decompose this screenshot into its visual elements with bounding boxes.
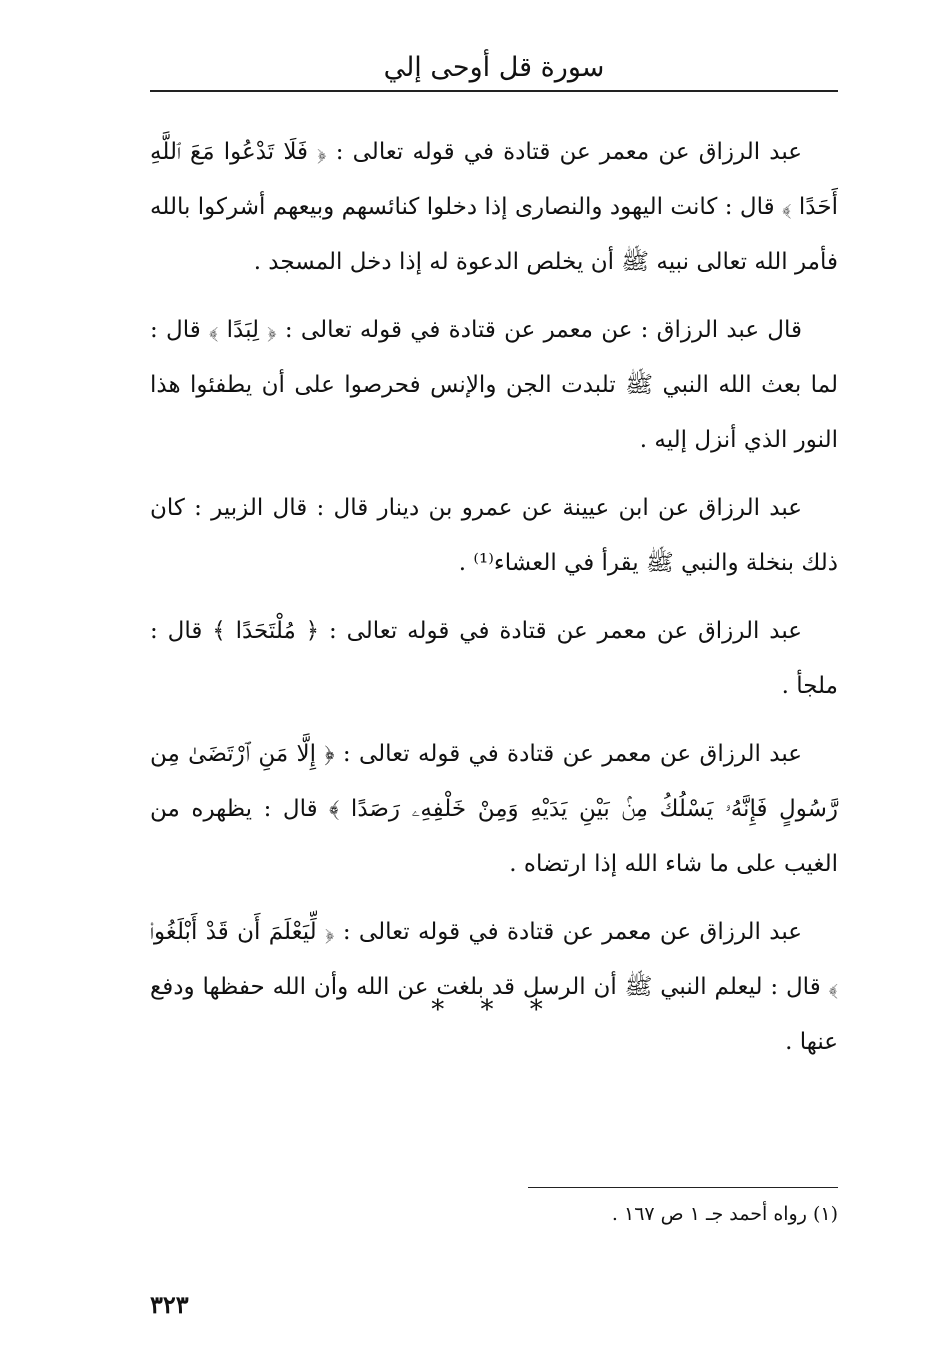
- paragraph-4: عبد الرزاق عن معمر عن قتادة في قوله تعالى : ﴿ مُلْتَحَدًا ﴾ قال : ملجأ .: [150, 618, 838, 699]
- paragraph-6: عبد الرزاق عن معمر عن قتادة في قوله تعالى : ﴿ لِّيَعْلَمَ أَن قَدْ أَبْلَغُوا۟ ﴾ قال : ليعلم النبي ﷺ أن الرسل قد بلغت عن الله وأن الله حفظها ودفع عنها .: [150, 919, 838, 1055]
- paragraph-2: قال عبد الرزاق : عن معمر عن قتادة في قوله تعالى : ﴿ لِبَدًا ﴾ قال : لما بعث الله النبي ﷺ تلبدت الجن والإنس فحرصوا على أن يطفئوا هذا النور الذي أنزل إليه .: [150, 317, 838, 453]
- section-separator: * * *: [431, 995, 557, 1025]
- header-divider: [150, 90, 838, 92]
- page-header-title: سورة قل أوحى إلي: [383, 52, 605, 83]
- page-body: [150, 125, 838, 1083]
- paragraph-1: عبد الرزاق عن معمر عن قتادة في قوله تعالى : ﴿ فَلَا تَدْعُوا مَعَ ٱللَّهِ أَحَدًا ﴾ قال : كانت اليهود والنصارى إذا دخلوا كنائسهم وبيعهم أشركوا بالله فأمر الله تعالى نبيه ﷺ أن يخلص الدعوة له إذا دخل المسجد .: [150, 139, 838, 275]
- page-number: ٣٢٣: [150, 1290, 189, 1319]
- paragraph-3: عبد الرزاق عن ابن عيينة عن عمرو بن دينار قال : قال الزبير : كان ذلك بنخلة والنبي ﷺ يقرأ في العشاء⁽¹⁾ .: [150, 495, 838, 576]
- footnote-divider: [528, 1187, 838, 1188]
- paragraph-5: عبد الرزاق عن معمر عن قتادة في قوله تعالى : ﴿ إِلَّا مَنِ ٱرْتَضَىٰ مِن رَّسُولٍ فَإِنَّهُۥ يَسْلُكُ مِنۢ بَيْنِ يَدَيْهِ وَمِنْ خَلْفِهِۦ رَصَدًا ﴾ قال : يظهره من الغيب على ما شاء الله إذا ارتضاه .: [150, 741, 838, 877]
- footnote: (١) رواه أحمد جـ ١ ص ١٦٧ .: [611, 1203, 838, 1225]
